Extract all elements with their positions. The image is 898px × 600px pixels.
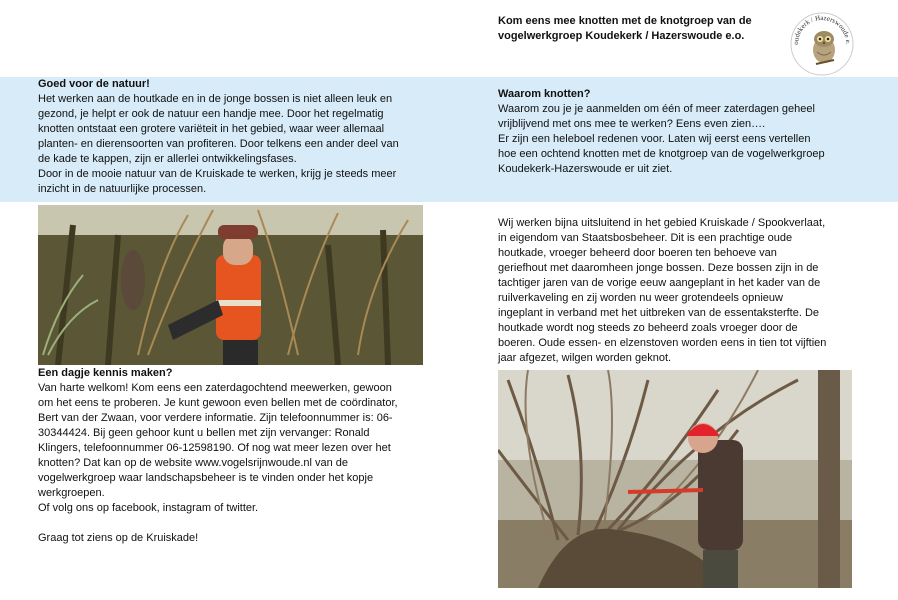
meet-line: Bert van der Zwaan, voor verdere informatie. Zijn telefoonnummer is: 06- [38, 412, 393, 424]
area-line: tachtiger jaren van de vorige eeuw aangeplant in het kader van de [498, 277, 821, 289]
title-line: vogelwerkgroep Koudekerk / Hazerswoude e.o. [498, 30, 745, 42]
nature-line: de kade te kappen, zijn er allerlei ontwikkelingsfases. [38, 153, 297, 165]
owl-icon [813, 31, 835, 64]
meet-line: om het eens te proberen. Je kunt gewoon even bellen met de coördinator, [38, 397, 398, 409]
meet-heading: Een dagje kennis maken? [38, 367, 173, 379]
club-logo [786, 8, 858, 80]
nature-line: knotten ontstaat een grotere variëteit in het gebied, waar weer allemaal [38, 123, 385, 135]
nature-heading: Goed voor de natuur! [38, 78, 150, 90]
title-line: Kom eens mee knotten met de knotgroep van de [498, 15, 752, 27]
why-line: vrijblijvend met ons mee te werken? Eens even zien…. [498, 118, 766, 130]
area-line: Wij werken bijna uitsluitend in het gebied Kruiskade / Spookverlaat, [498, 217, 826, 229]
why-line: Er zijn een heleboel redenen voor. Laten wij eerst eens vertellen [498, 133, 811, 145]
photo-worker-red-hat [498, 370, 852, 588]
area-line: in eigendom van Staatsbosbeheer. Dit is een prachtige oude [498, 232, 793, 244]
area-line: houtkade wordt nog steeds zo beheerd zoals vroeger door de [498, 322, 798, 334]
why-section [498, 87, 878, 177]
why-heading: Waarom knotten? [498, 88, 591, 100]
meet-line: werkgroepen. [38, 487, 105, 499]
nature-line: inzicht in de natuurlijke processen. [38, 183, 207, 195]
closing-line: Graag tot ziens op de Kruiskade! [38, 532, 199, 544]
nature-line: Door in de mooie natuur van de Kruiskade te werken, krijg je steeds meer [38, 168, 397, 180]
photo-worker-orange-vest [38, 205, 423, 365]
nature-line: Het werken aan de houtkade en in de jonge bossen is niet alleen leuk en [38, 93, 393, 105]
area-line: jaar afgezet, wilgen worden geknot. [498, 352, 672, 364]
why-line: Waarom zou je je aanmelden om één of meer zaterdagen geheel [498, 103, 815, 115]
area-line: houtkade, vroeger beheerd door boeren ten behoeve van [498, 247, 777, 259]
meet-line: 30344424. Bij geen gehoor kunt u bellen met zijn vervanger: Ronald [38, 427, 370, 439]
meet-line: vogelwerkgroep waar landschapsbeheer is te vinden onder het kopje [38, 472, 374, 484]
meet-line: Van harte welkom! Kom eens een zaterdagochtend meewerken, gewoon [38, 382, 392, 394]
area-section [498, 216, 878, 366]
logo-text: oudekerk / Hazerswoude e. [791, 13, 853, 45]
meet-section [38, 366, 438, 546]
why-line: Koudekerk-Hazerswoude er uit ziet. [498, 163, 673, 175]
why-line: hoe een ochtend knotten met de knotgroep van de vogelwerkgroep [498, 148, 825, 160]
nature-line: gezond, je helpt er ook de natuur een handje mee. Door het regelmatig [38, 108, 384, 120]
meet-line: knotten? Dat kan op de website www.vogelsrijnwoude.nl van de [38, 457, 349, 469]
area-line: boeren. Oude essen- en elzenstoven worden eens in tien tot vijftien [498, 337, 827, 349]
page-title [498, 14, 778, 44]
area-line: geriefhout met daaromheen jonge bossen. Deze bossen zijn in de [498, 262, 819, 274]
meet-line: Of volg ons op facebook, instagram of twitter. [38, 502, 259, 514]
nature-line: planten- en dierensoorten van profiteren. Door telkens een ander deel van [38, 138, 399, 150]
area-line: ruilverkaveling en zij worden nu weer grotendeels opnieuw [498, 292, 783, 304]
area-line: ingeplant in verband met het uitbreken van de essentaksterfte. De [498, 307, 820, 319]
meet-line: Klingers, telefoonnummer 06-12598190. Of nog wat meer lezen over het [38, 442, 391, 454]
nature-section [38, 77, 438, 197]
